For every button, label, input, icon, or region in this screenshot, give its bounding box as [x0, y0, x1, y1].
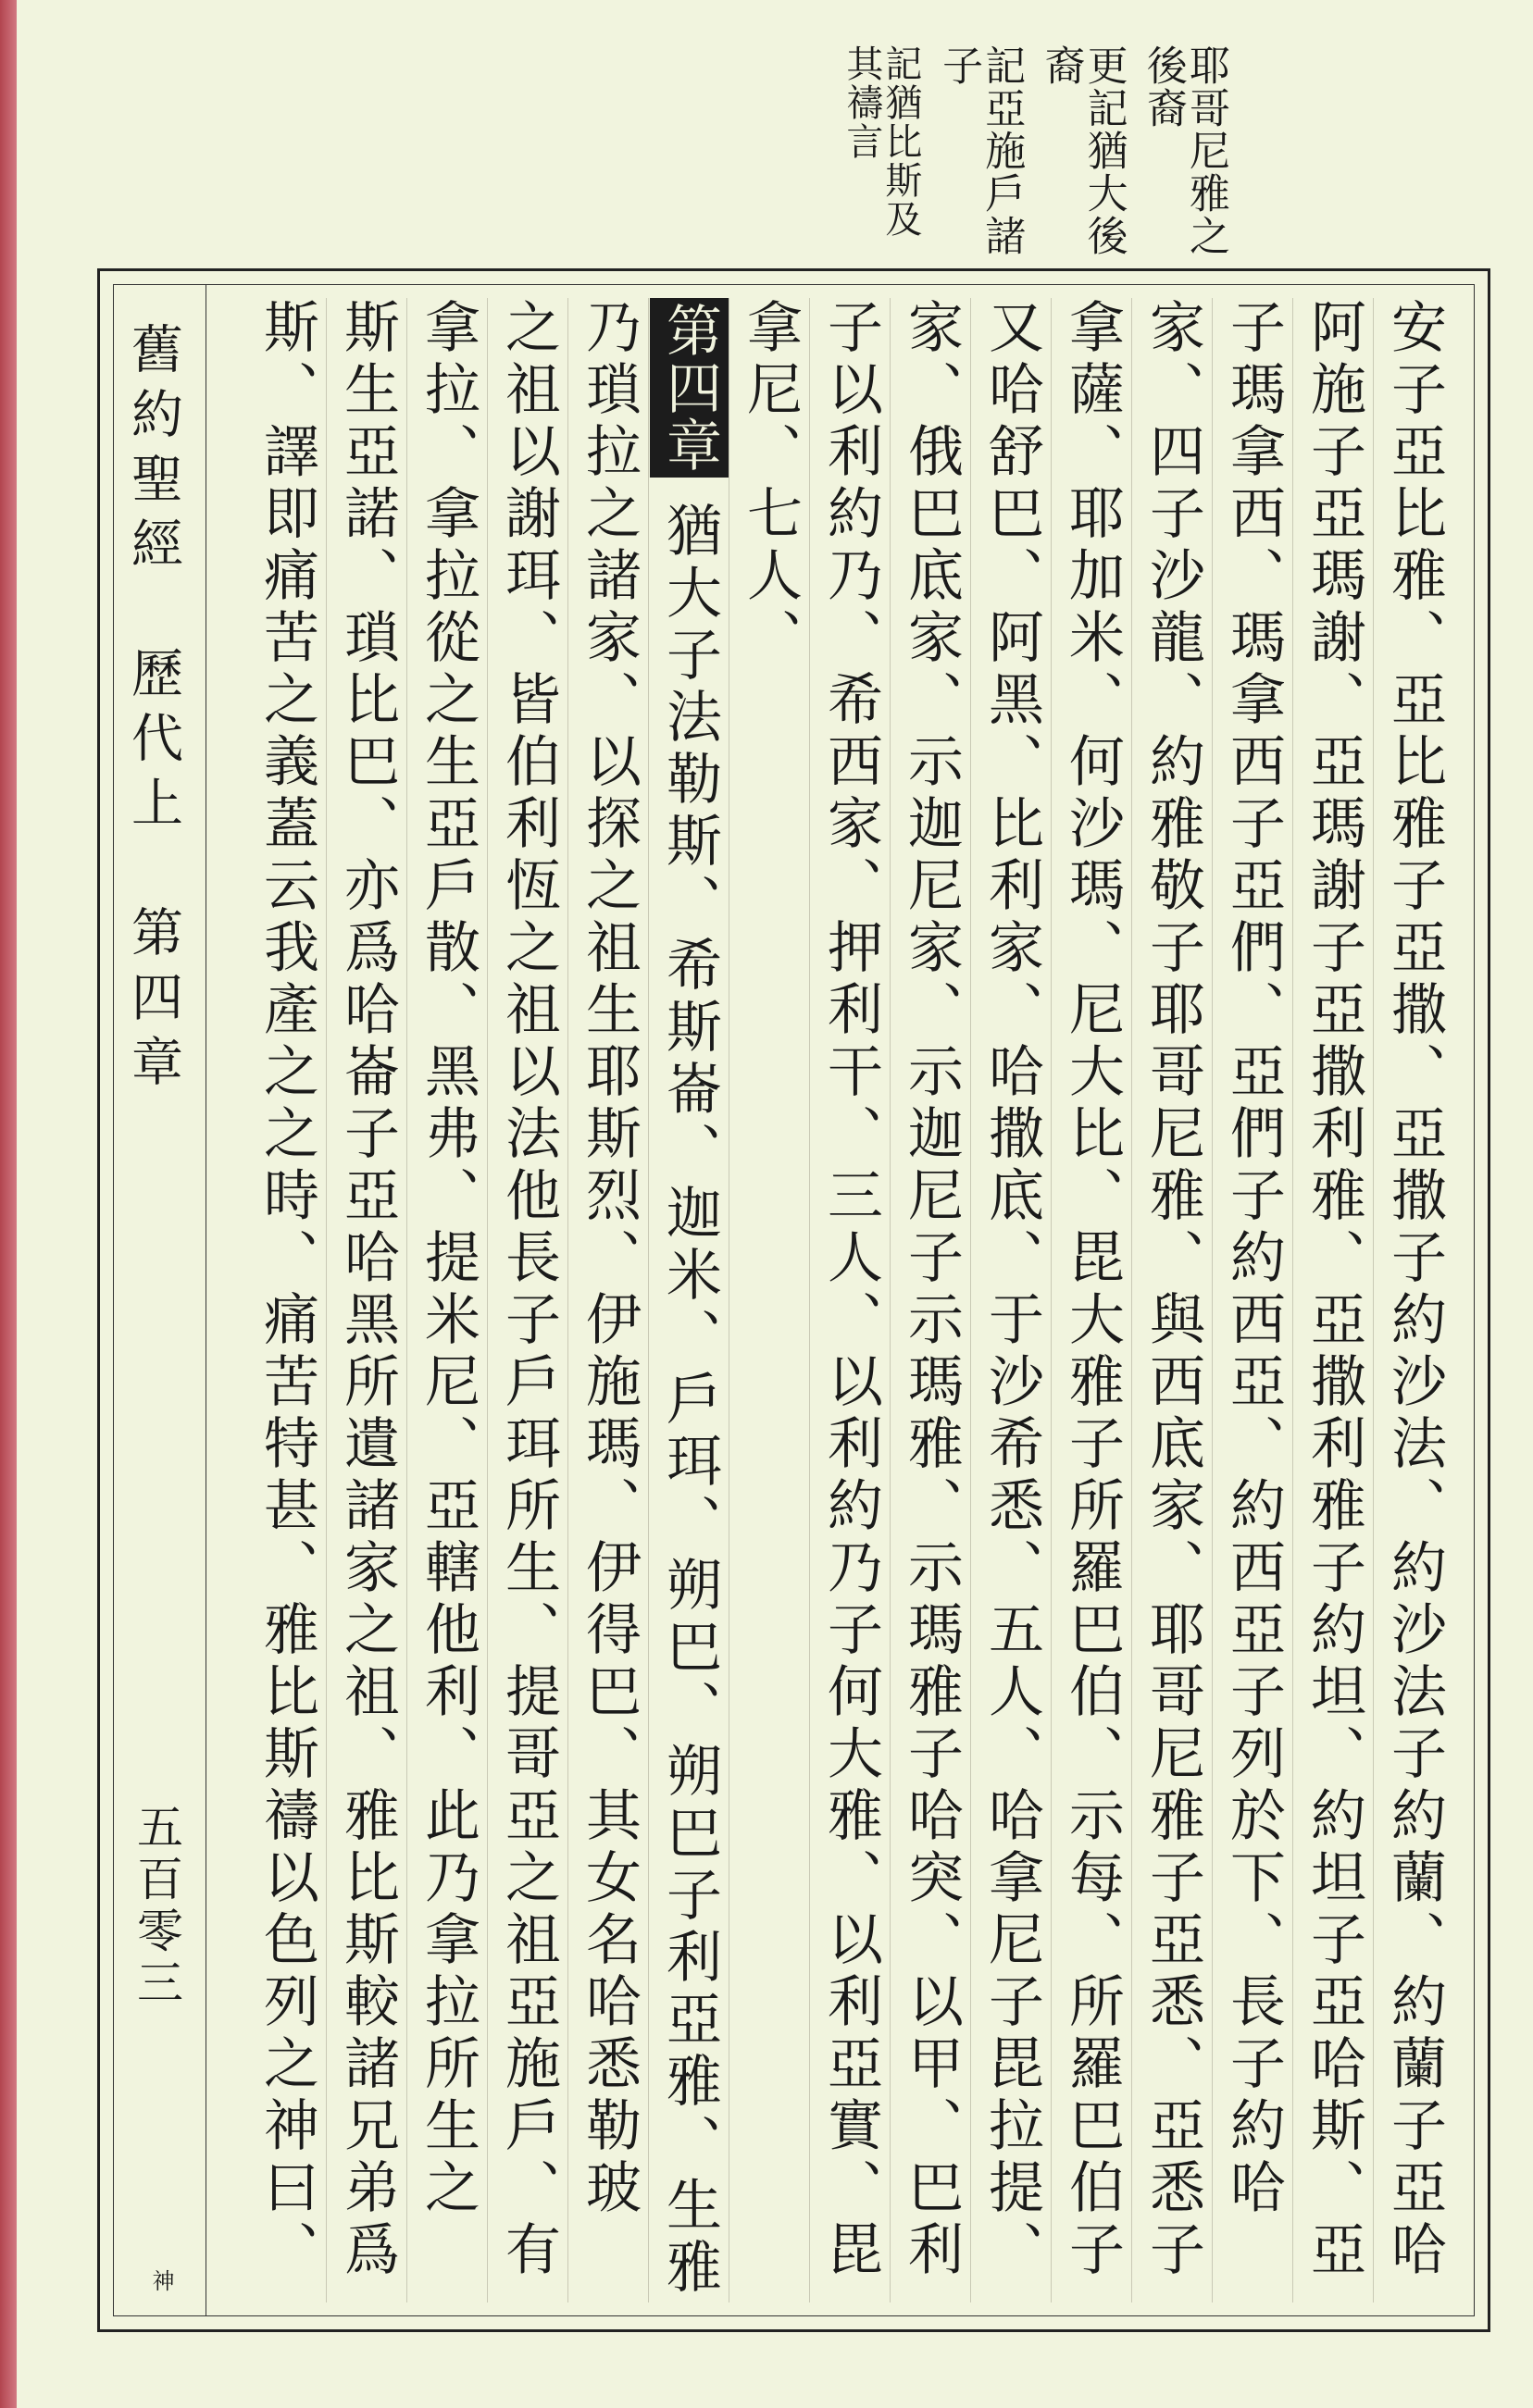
- page-number: 五百零三: [130, 1803, 183, 2010]
- text-column: 之祖以謝珥、皆伯利恆之祖以法他長子戶珥所生、提哥亞之祖亞施戶、有: [487, 298, 567, 2302]
- text-column: 又哈舒巴、阿黑、比利家、哈撒底、于沙希悉、五人、哈拿尼子毘拉提、: [970, 298, 1051, 2302]
- header-note-4: 記猶比斯及其禱言: [840, 44, 922, 239]
- text-column: 斯生亞諾、瑣比巴、亦爲哈崙子亞哈黑所遺諸家之祖、雅比斯較諸兄弟爲: [326, 298, 406, 2302]
- text-column: 家、俄巴底家、示迦尼家、示迦尼子示瑪雅、示瑪雅子哈突、以甲、巴利: [890, 298, 970, 2302]
- page-inner-frame: [113, 284, 1475, 2316]
- text-columns: [206, 285, 1474, 2315]
- text-column: 乃瑣拉之諸家、以探之祖生耶斯烈、伊施瑪、伊得巴、其女名哈悉勒玻: [567, 298, 648, 2302]
- text-column: 拿薩、耶加米、何沙瑪、尼大比、毘大雅子所羅巴伯、示每、所羅巴伯子: [1051, 298, 1131, 2302]
- chapter-label: 第四章: [650, 298, 729, 478]
- text-column: 家、四子沙龍、約雅敬子耶哥尼雅、與西底家、耶哥尼雅子亞悉、亞悉子: [1131, 298, 1212, 2302]
- header-note-3: 記亞施戶諸子: [935, 44, 1026, 257]
- text-column: 子以利約乃、希西家、押利干、三人、以利約乃子何大雅、以利亞實、毘: [809, 298, 890, 2302]
- header-note-1: 耶哥尼雅之後裔: [1139, 44, 1229, 257]
- text-column: 斯、譯即痛苦之義蓋云我產之之時、痛苦特甚、雅比斯禱以色列之神曰、: [255, 298, 319, 2282]
- header-notes: [264, 44, 1227, 276]
- book-spine-edge: [0, 0, 17, 2408]
- page-frame: [97, 268, 1490, 2332]
- text-column: 拿尼、七人、: [729, 298, 809, 2302]
- margin-mark: 神: [148, 2269, 174, 2291]
- running-title: 舊約聖經 歷代上 第四章: [123, 322, 183, 1099]
- header-note-2: 更記猶大後裔: [1037, 44, 1128, 257]
- text-column: 子瑪拿西、瑪拿西子亞們、亞們子約西亞、約西亞子列於下、長子約哈: [1212, 298, 1292, 2302]
- chapter-column: [648, 298, 729, 2302]
- chapter-column-text: 猶大子法勒斯、希斯崙、迦米、戶珥、朔巴、朔巴子利亞雅、生雅: [657, 502, 722, 2301]
- text-column: 安子亞比雅、亞比雅子亞撒、亞撒子約沙法、約沙法子約蘭、約蘭子亞哈: [1373, 298, 1453, 2302]
- text-column: 阿施子亞瑪謝、亞瑪謝子亞撒利雅、亞撒利雅子約坦、約坦子亞哈斯、亞: [1292, 298, 1373, 2302]
- text-column: 拿拉、拿拉從之生亞戶散、黑弗、提米尼、亞轄他利、此乃拿拉所生之: [406, 298, 487, 2302]
- marginal-strip: [114, 285, 206, 2315]
